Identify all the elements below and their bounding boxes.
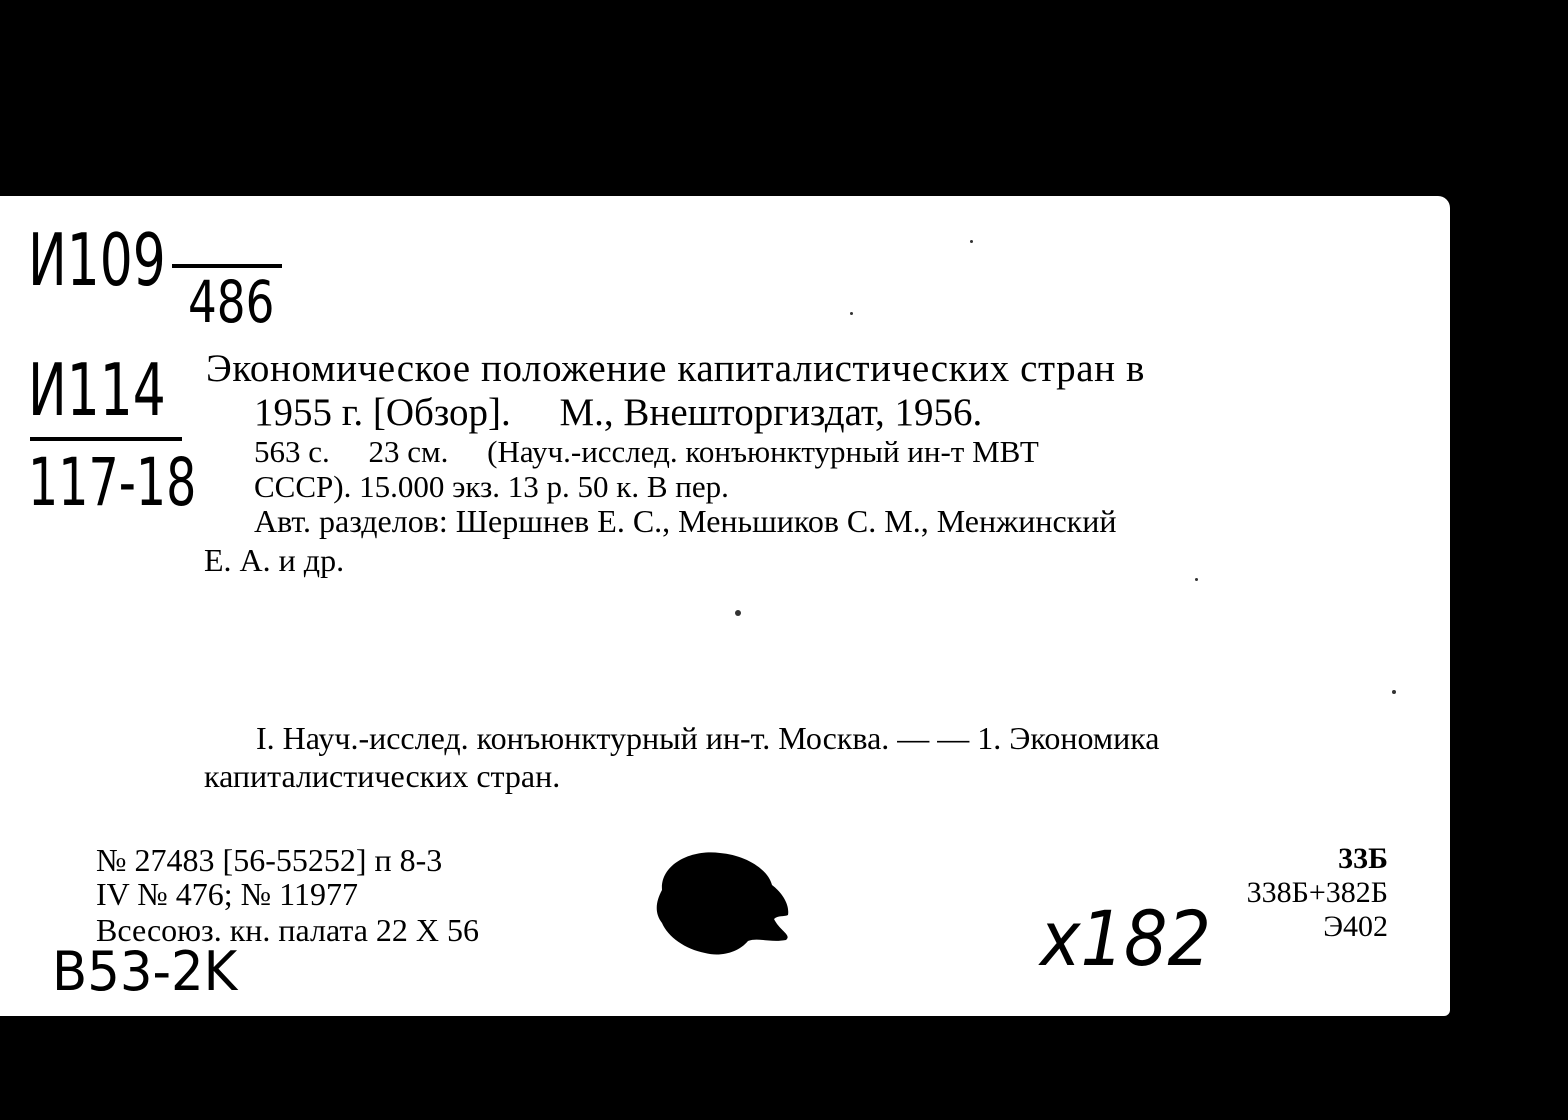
description-line-1: 563 с. 23 см. (Науч.-исслед. конъюнктурный ин-т МВТ	[254, 434, 1039, 469]
tracing-line-1: I. Науч.-исслед. конъюнктурный ин-т. Москва. — — 1. Экономика	[256, 720, 1160, 756]
description-line-2: СССР). 15.000 экз. 13 р. 50 к. В пер.	[254, 469, 729, 504]
speckle	[850, 312, 853, 315]
speckle	[735, 610, 741, 616]
authors-line-1: Авт. разделов: Шершнев Е. С., Меньшиков С. М., Менжинский	[254, 503, 1117, 539]
footer-left-line-2: IV № 476; № 11977	[96, 876, 358, 912]
speckle	[1195, 578, 1198, 581]
footer-left-line-1: № 27483 [56-55252] п 8-3	[96, 842, 443, 878]
call-number-line1: И109	[28, 218, 166, 302]
speckle	[970, 240, 973, 243]
speckle	[1392, 690, 1396, 694]
call-number-line1-suffix: 486	[188, 268, 275, 336]
footer-right-line-1: 33Б	[1338, 842, 1388, 875]
title-line-1: Экономическое положение капиталистических стран в	[206, 347, 1145, 390]
ink-blot	[650, 845, 800, 960]
footer-right-line-2: 338Б+382Б	[1246, 876, 1388, 909]
call-number-line3: 117-18	[28, 444, 197, 521]
handwritten-note-left: B53-2K	[52, 940, 238, 1003]
footer-right-line-3: Э402	[1323, 910, 1388, 943]
authors-line-2: Е. А. и др.	[204, 542, 345, 578]
call-number-rule-2	[30, 437, 182, 441]
title-line-2: 1955 г. [Обзор]. М., Внешторгиздат, 1956.	[254, 391, 983, 434]
handwritten-note-right: x182	[1040, 894, 1212, 983]
footer-left-line-3: Всесоюз. кн. палата 22 X 56	[96, 912, 479, 948]
call-number-line2: И114	[28, 348, 166, 432]
tracing-line-2: капиталистических стран.	[204, 758, 561, 794]
